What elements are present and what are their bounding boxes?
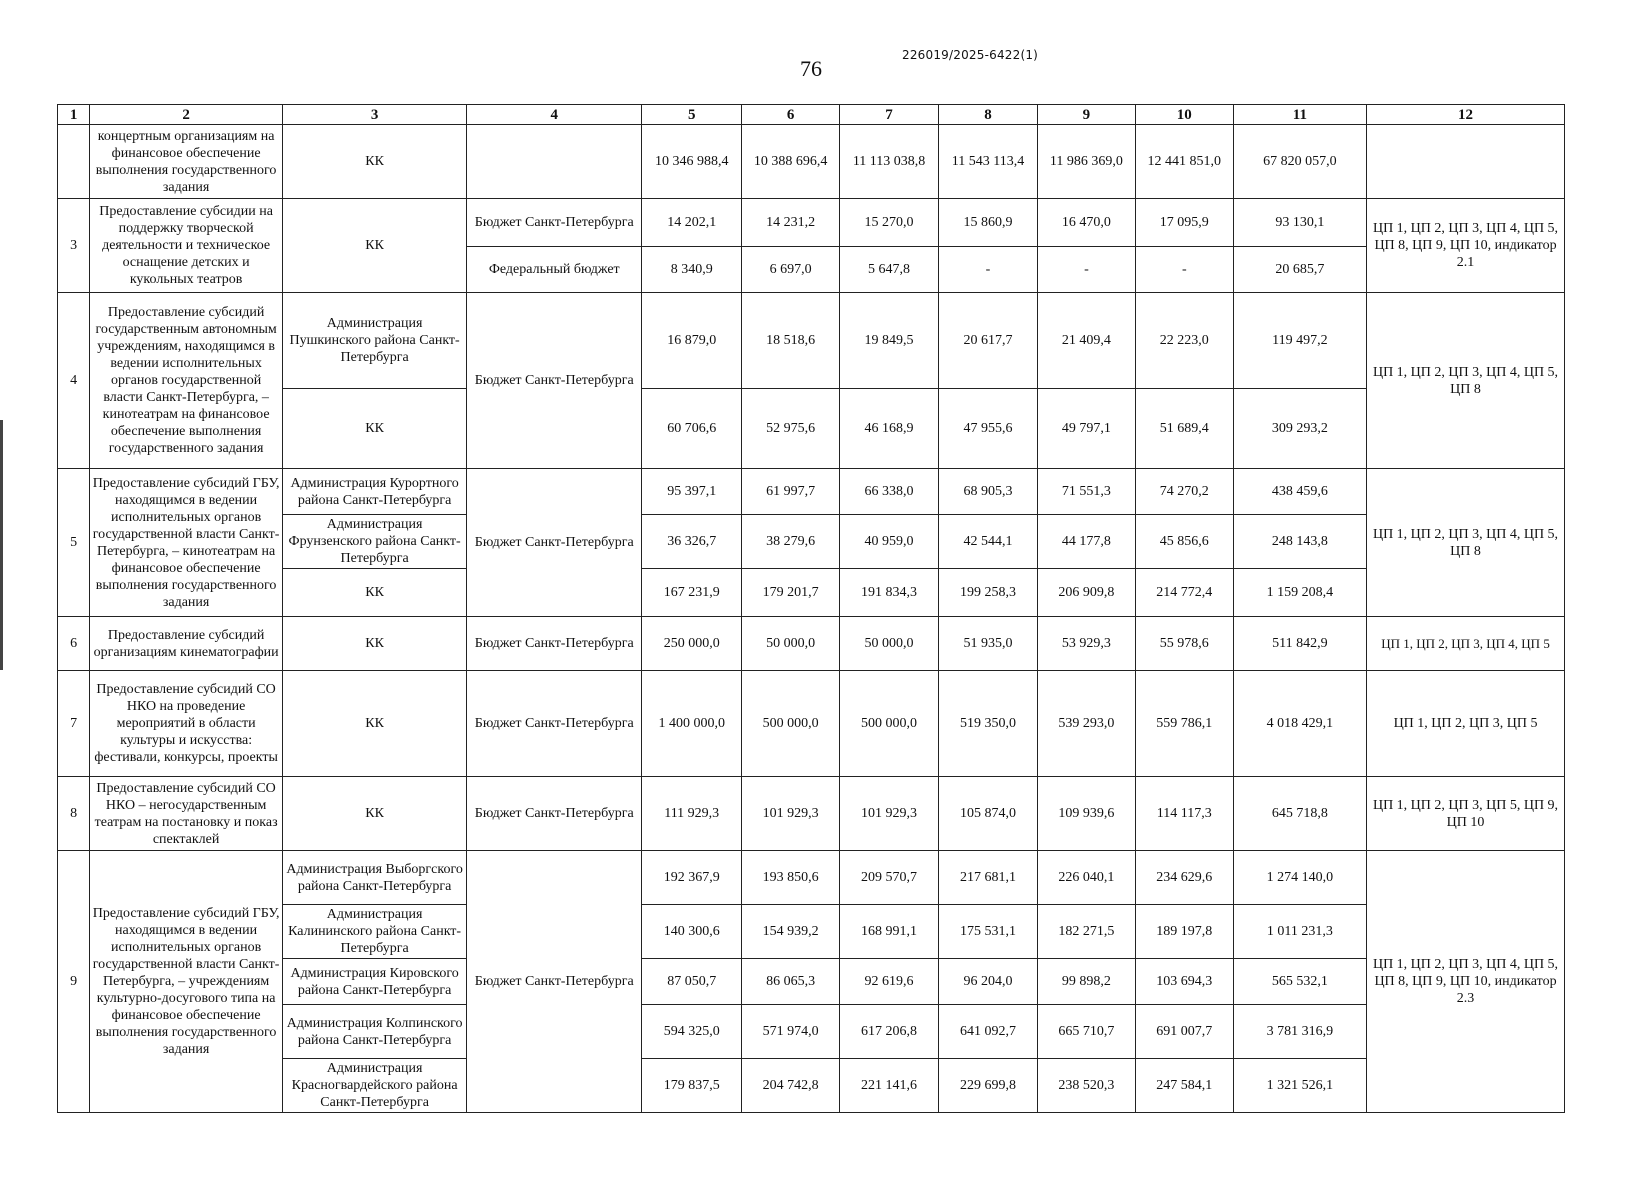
value-cell: 86 065,3 [742,959,840,1005]
total-cell: 119 497,2 [1233,293,1366,389]
executor: КК [282,671,466,777]
funding-source [467,125,642,199]
row-number: 3 [58,199,90,293]
value-cell: 66 338,0 [840,469,939,515]
funding-source: Бюджет Санкт-Петербурга [467,617,642,671]
value-cell: 17 095,9 [1135,199,1233,247]
value-cell: 14 202,1 [642,199,742,247]
funding-source: Бюджет Санкт-Петербурга [467,469,642,617]
executor: Администрация Фрунзенского района Санкт-Петербурга [282,515,466,569]
value-cell: 182 271,5 [1037,905,1135,959]
value-cell: 226 040,1 [1037,851,1135,905]
row-number: 9 [58,851,90,1113]
value-cell: 92 619,6 [840,959,939,1005]
value-cell: 191 834,3 [840,569,939,617]
executor: Администрация Кировского района Санкт-Петербурга [282,959,466,1005]
column-header: 4 [467,105,642,125]
value-cell: 11 986 369,0 [1037,125,1135,199]
value-cell: 19 849,5 [840,293,939,389]
row-number [58,125,90,199]
indicators: ЦП 1, ЦП 2, ЦП 3, ЦП 5, ЦП 9, ЦП 10 [1367,777,1565,851]
total-cell: 67 820 057,0 [1233,125,1366,199]
table-row [58,1005,1565,1059]
value-cell: - [1037,247,1135,293]
value-cell: 60 706,6 [642,389,742,469]
value-cell: 179 837,5 [642,1059,742,1113]
value-cell: 109 939,6 [1037,777,1135,851]
column-header: 10 [1135,105,1233,125]
value-cell: 47 955,6 [939,389,1038,469]
table-row [58,671,1565,777]
value-cell: 167 231,9 [642,569,742,617]
indicators: ЦП 1, ЦП 2, ЦП 3, ЦП 4, ЦП 5, ЦП 8 [1367,293,1565,469]
value-cell: 6 697,0 [742,247,840,293]
value-cell: 61 997,7 [742,469,840,515]
page-number: 76 [800,56,822,81]
executor: КК [282,125,466,199]
value-cell: 16 879,0 [642,293,742,389]
value-cell: 206 909,8 [1037,569,1135,617]
value-cell: 45 856,6 [1135,515,1233,569]
value-cell: 539 293,0 [1037,671,1135,777]
value-cell: 40 959,0 [840,515,939,569]
value-cell: 114 117,3 [1135,777,1233,851]
table-row [58,389,1565,469]
indicators: ЦП 1, ЦП 2, ЦП 3, ЦП 4, ЦП 5 [1367,617,1565,671]
value-cell: 594 325,0 [642,1005,742,1059]
column-header: 5 [642,105,742,125]
value-cell: 168 991,1 [840,905,939,959]
value-cell: 52 975,6 [742,389,840,469]
value-cell: 209 570,7 [840,851,939,905]
table-row [58,199,1565,247]
funding-source: Бюджет Санкт-Петербурга [467,671,642,777]
value-cell: 15 860,9 [939,199,1038,247]
value-cell: 229 699,8 [939,1059,1038,1113]
value-cell: 22 223,0 [1135,293,1233,389]
table-row [58,1059,1565,1113]
value-cell: 192 367,9 [642,851,742,905]
total-cell: 511 842,9 [1233,617,1366,671]
value-cell: 68 905,3 [939,469,1038,515]
executor: Администрация Калининского района Санкт-Петербурга [282,905,466,959]
value-cell: 11 113 038,8 [840,125,939,199]
value-cell: 18 518,6 [742,293,840,389]
value-cell: 559 786,1 [1135,671,1233,777]
column-header: 11 [1233,105,1366,125]
total-cell: 309 293,2 [1233,389,1366,469]
total-cell: 1 321 526,1 [1233,1059,1366,1113]
value-cell: 617 206,8 [840,1005,939,1059]
executor: КК [282,777,466,851]
value-cell: - [939,247,1038,293]
value-cell: 691 007,7 [1135,1005,1233,1059]
value-cell: 14 231,2 [742,199,840,247]
value-cell: 5 647,8 [840,247,939,293]
value-cell: 51 935,0 [939,617,1038,671]
executor: КК [282,389,466,469]
total-cell: 3 781 316,9 [1233,1005,1366,1059]
value-cell: 103 694,3 [1135,959,1233,1005]
total-cell: 4 018 429,1 [1233,671,1366,777]
total-cell: 1 159 208,4 [1233,569,1366,617]
value-cell: 214 772,4 [1135,569,1233,617]
row-number: 4 [58,293,90,469]
document-id: 226019/2025-6422(1) [902,48,1039,62]
value-cell: 21 409,4 [1037,293,1135,389]
value-cell: 105 874,0 [939,777,1038,851]
funding-source: Бюджет Санкт-Петербурга [467,199,642,247]
value-cell: 20 617,7 [939,293,1038,389]
value-cell: 42 544,1 [939,515,1038,569]
total-cell: 438 459,6 [1233,469,1366,515]
value-cell: 199 258,3 [939,569,1038,617]
value-cell: 204 742,8 [742,1059,840,1113]
indicators: ЦП 1, ЦП 2, ЦП 3, ЦП 4, ЦП 5, ЦП 8, ЦП 9, ЦП 10, индикатор 2.3 [1367,851,1565,1113]
executor: КК [282,569,466,617]
total-cell: 1 274 140,0 [1233,851,1366,905]
value-cell: 641 092,7 [939,1005,1038,1059]
funding-source: Бюджет Санкт-Петербурга [467,777,642,851]
value-cell: 50 000,0 [840,617,939,671]
value-cell: 238 520,3 [1037,1059,1135,1113]
activity-description: Предоставление субсидии на поддержку творческой деятельности и техническое оснащение детских и кукольных театров [90,199,283,293]
indicators [1367,125,1565,199]
total-cell: 565 532,1 [1233,959,1366,1005]
table-row [58,293,1565,389]
executor: Администрация Колпинского района Санкт-Петербурга [282,1005,466,1059]
value-cell: 96 204,0 [939,959,1038,1005]
executor: Администрация Красногвардейского района Санкт-Петербурга [282,1059,466,1113]
value-cell: 175 531,1 [939,905,1038,959]
total-cell: 645 718,8 [1233,777,1366,851]
executor: Администрация Пушкинского района Санкт-Петербурга [282,293,466,389]
value-cell: 71 551,3 [1037,469,1135,515]
column-header: 3 [282,105,466,125]
total-cell: 1 011 231,3 [1233,905,1366,959]
value-cell: 12 441 851,0 [1135,125,1233,199]
column-header: 6 [742,105,840,125]
value-cell: 55 978,6 [1135,617,1233,671]
value-cell: 111 929,3 [642,777,742,851]
table-row [58,905,1565,959]
value-cell: 500 000,0 [840,671,939,777]
value-cell: 217 681,1 [939,851,1038,905]
value-cell: 53 929,3 [1037,617,1135,671]
activity-description: Предоставление субсидий СО НКО на проведение мероприятий в области культуры и искусства: фестивали, конкурсы, проекты [90,671,283,777]
table-row [58,617,1565,671]
value-cell: 101 929,3 [742,777,840,851]
indicators: ЦП 1, ЦП 2, ЦП 3, ЦП 4, ЦП 5, ЦП 8 [1367,469,1565,617]
table-row [58,125,1565,199]
value-cell: 519 350,0 [939,671,1038,777]
value-cell: 571 974,0 [742,1005,840,1059]
row-number: 8 [58,777,90,851]
value-cell: 140 300,6 [642,905,742,959]
activity-description: Предоставление субсидий организациям кинематографии [90,617,283,671]
funding-source: Бюджет Санкт-Петербурга [467,293,642,469]
value-cell: 247 584,1 [1135,1059,1233,1113]
table-row [58,777,1565,851]
row-number: 6 [58,617,90,671]
scan-edge-line [0,420,3,670]
executor: КК [282,617,466,671]
funding-source: Федеральный бюджет [467,247,642,293]
activity-description: концертным организациям на финансовое обеспечение выполнения государственного задания [90,125,283,199]
value-cell: 51 689,4 [1135,389,1233,469]
activity-description: Предоставление субсидий ГБУ, находящимся в ведении исполнительных органов государственной власти Санкт-Петербурга, – учреждениям культурно-досугового типа на финансовое обеспечение выполнения государственного задания [90,851,283,1113]
executor: Администрация Выборгского района Санкт-Петербурга [282,851,466,905]
column-header: 9 [1037,105,1135,125]
indicators: ЦП 1, ЦП 2, ЦП 3, ЦП 5 [1367,671,1565,777]
value-cell: 500 000,0 [742,671,840,777]
total-cell: 93 130,1 [1233,199,1366,247]
value-cell: 250 000,0 [642,617,742,671]
value-cell: 50 000,0 [742,617,840,671]
value-cell: 10 388 696,4 [742,125,840,199]
row-number: 7 [58,671,90,777]
indicators: ЦП 1, ЦП 2, ЦП 3, ЦП 4, ЦП 5, ЦП 8, ЦП 9, ЦП 10, индикатор 2.1 [1367,199,1565,293]
activity-description: Предоставление субсидий ГБУ, находящимся в ведении исполнительных органов государственной власти Санкт-Петербурга, – кинотеатрам на финансовое обеспечение выполнения государственного задания [90,469,283,617]
table-row [58,469,1565,515]
funding-source: Бюджет Санкт-Петербурга [467,851,642,1113]
activity-description: Предоставление субсидий государственным автономным учреждениям, находящимся в ведении исполнительных органов государственной власти Санкт-Петербурга, – кинотеатрам на финансовое обеспечение выполнения государственного задания [90,293,283,469]
value-cell: 189 197,8 [1135,905,1233,959]
column-header: 1 [58,105,90,125]
executor: Администрация Курортного района Санкт-Петербурга [282,469,466,515]
value-cell: 38 279,6 [742,515,840,569]
value-cell: 46 168,9 [840,389,939,469]
value-cell: 16 470,0 [1037,199,1135,247]
value-cell: 15 270,0 [840,199,939,247]
activity-description: Предоставление субсидий СО НКО – негосударственным театрам на постановку и показ спектаклей [90,777,283,851]
value-cell: 1 400 000,0 [642,671,742,777]
value-cell: 101 929,3 [840,777,939,851]
total-cell: 248 143,8 [1233,515,1366,569]
value-cell: 234 629,6 [1135,851,1233,905]
column-header: 12 [1367,105,1565,125]
table-header-row [58,105,1565,125]
total-cell: 20 685,7 [1233,247,1366,293]
value-cell: 44 177,8 [1037,515,1135,569]
value-cell: 193 850,6 [742,851,840,905]
executor: КК [282,199,466,293]
table-row [58,851,1565,905]
table-row [58,959,1565,1005]
value-cell: 99 898,2 [1037,959,1135,1005]
value-cell: 665 710,7 [1037,1005,1135,1059]
value-cell: 49 797,1 [1037,389,1135,469]
table-row [58,569,1565,617]
column-header: 2 [90,105,283,125]
budget-table [57,104,1565,1113]
value-cell: 74 270,2 [1135,469,1233,515]
value-cell: 95 397,1 [642,469,742,515]
value-cell: 154 939,2 [742,905,840,959]
value-cell: 10 346 988,4 [642,125,742,199]
value-cell: 179 201,7 [742,569,840,617]
column-header: 7 [840,105,939,125]
table-row [58,515,1565,569]
value-cell: 87 050,7 [642,959,742,1005]
value-cell: 11 543 113,4 [939,125,1038,199]
column-header: 8 [939,105,1038,125]
value-cell: 8 340,9 [642,247,742,293]
value-cell: 221 141,6 [840,1059,939,1113]
value-cell: 36 326,7 [642,515,742,569]
value-cell: - [1135,247,1233,293]
row-number: 5 [58,469,90,617]
